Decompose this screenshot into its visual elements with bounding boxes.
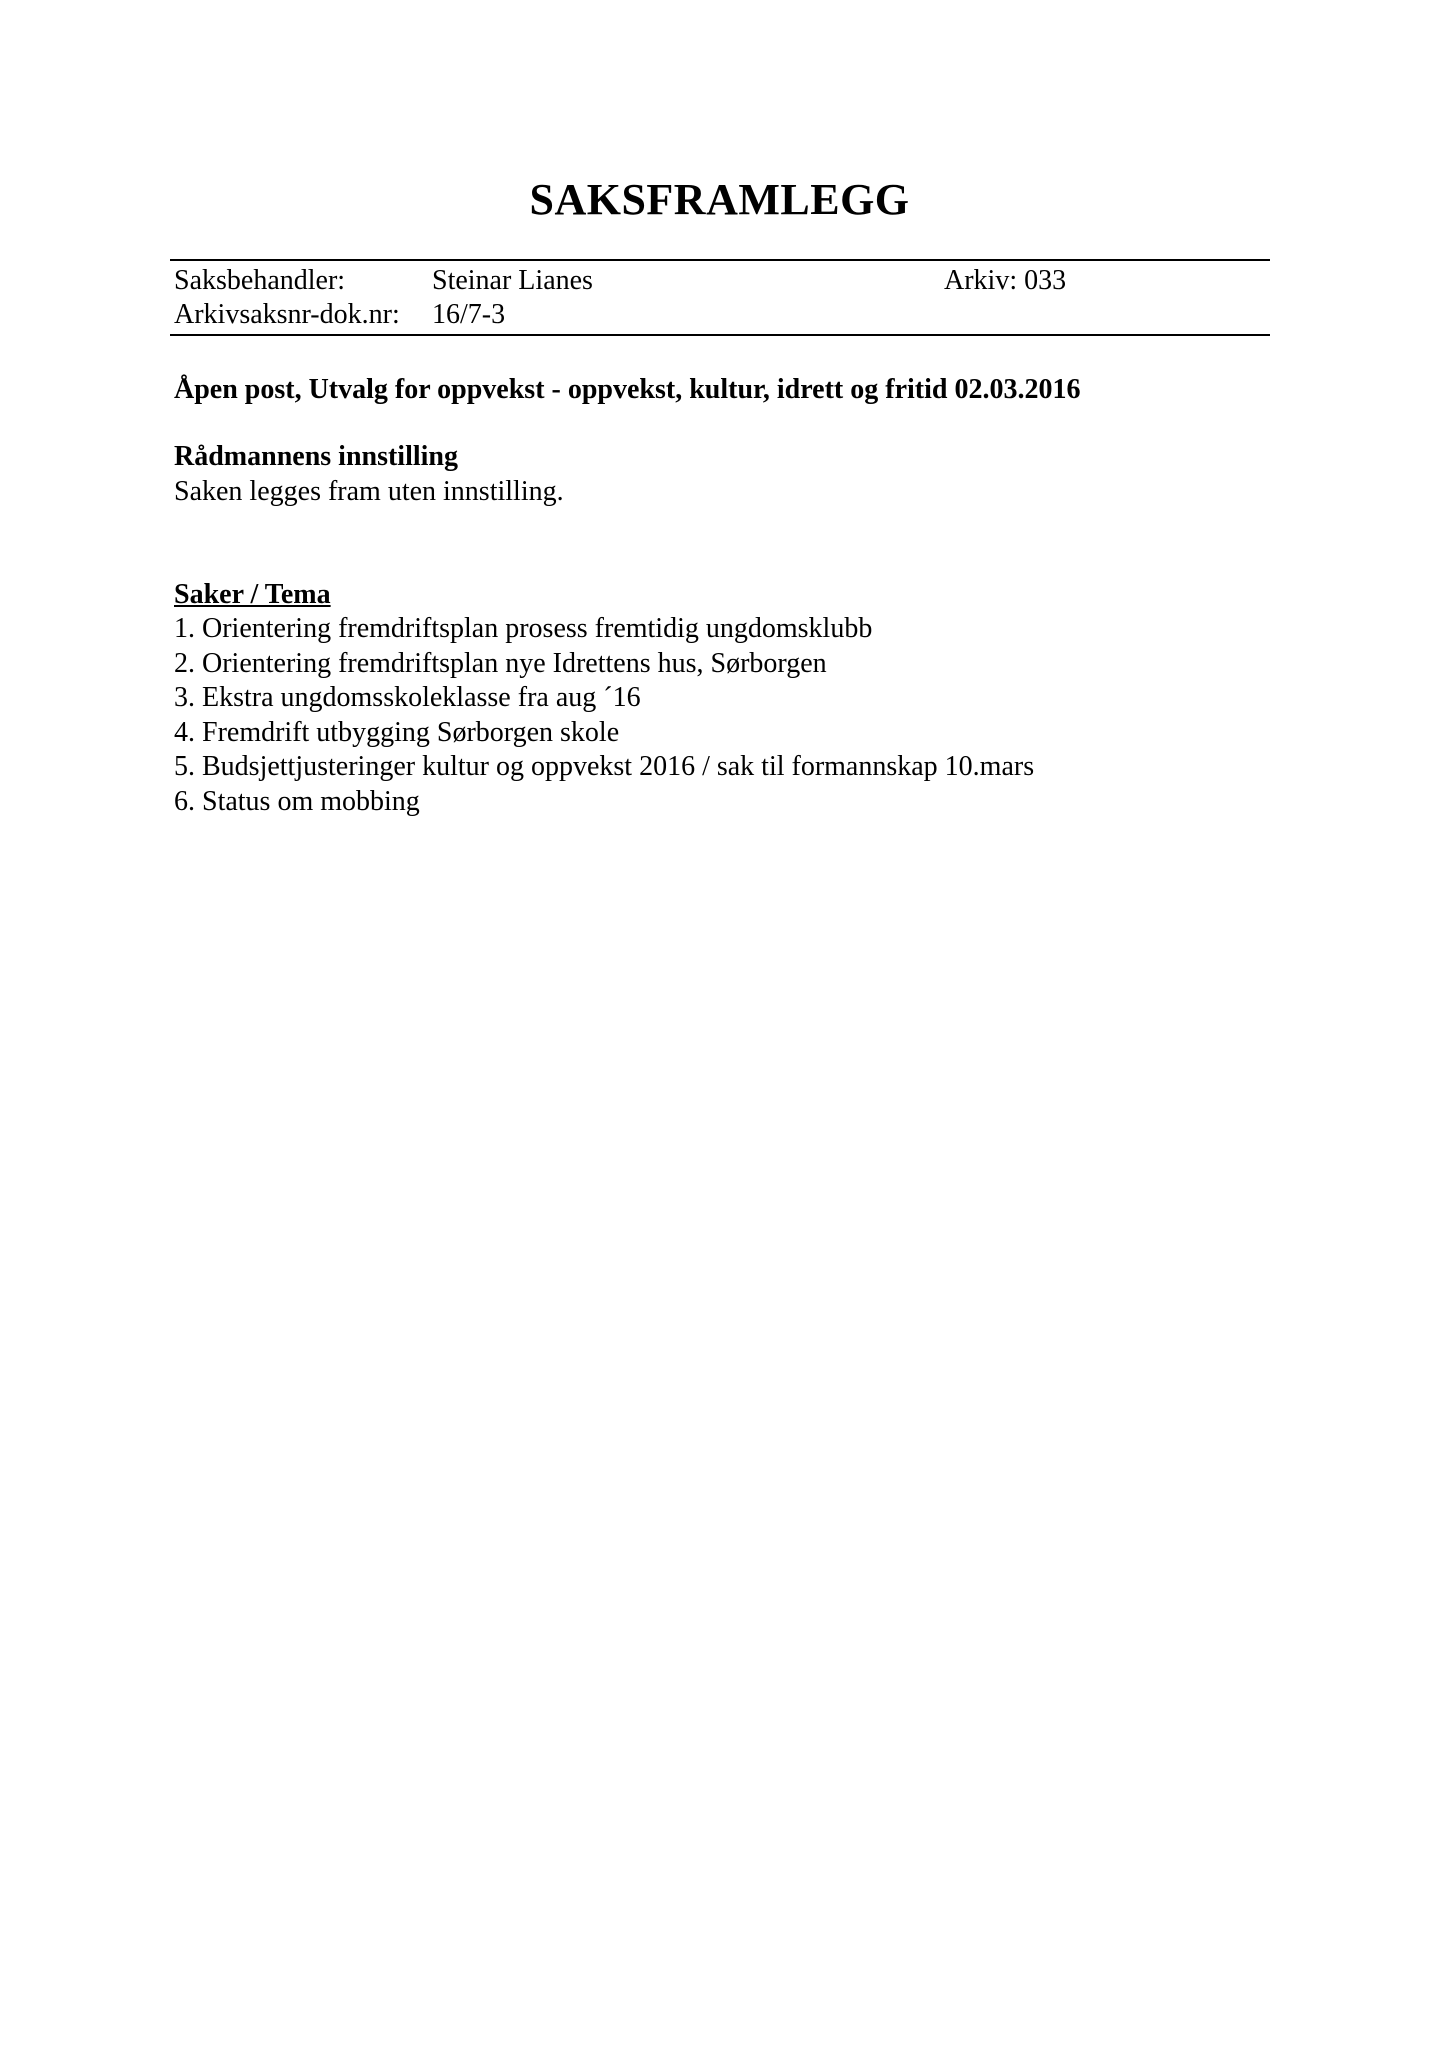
topics-heading: Saker / Tema <box>174 579 331 610</box>
document-title: SAKSFRAMLEGG <box>529 175 910 224</box>
meta-row-case-number <box>174 298 1270 332</box>
meta-row-handler <box>174 264 1270 298</box>
list-item: 3. Ekstra ungdomsskoleklasse fra aug ´16 <box>174 682 641 713</box>
archive-value: Arkiv: 033 <box>944 265 1067 296</box>
recommendation-heading: Rådmannens innstilling <box>174 441 458 472</box>
meeting-line: Åpen post, Utvalg for oppvekst - oppvekst, kultur, idrett og fritid 02.03.2016 <box>174 374 1081 405</box>
header-rule-bottom <box>170 334 1270 336</box>
list-item: 6. Status om mobbing <box>174 785 420 817</box>
topics-list <box>174 612 1034 819</box>
case-number-label: Arkivsaksnr-dok.nr: <box>174 299 400 330</box>
handler-value: Steinar Lianes <box>432 265 593 296</box>
list-item: 4. Fremdrift utbygging Sørborgen skole <box>174 716 620 748</box>
recommendation-text: Saken legges fram uten innstilling. <box>174 476 564 507</box>
list-item: 5. Budsjettjusteringer kultur og oppvekst 2016 / sak til formannskap 10.mars <box>174 751 1035 782</box>
handler-label: Saksbehandler: <box>174 265 346 296</box>
header-rule-top <box>170 259 1270 261</box>
list-item: 2. Orientering fremdriftsplan nye Idrettens hus, Sørborgen <box>174 647 827 679</box>
case-number-value: 16/7-3 <box>432 299 506 330</box>
list-item: 1. Orientering fremdriftsplan prosess fremtidig ungdomsklubb <box>174 613 873 644</box>
